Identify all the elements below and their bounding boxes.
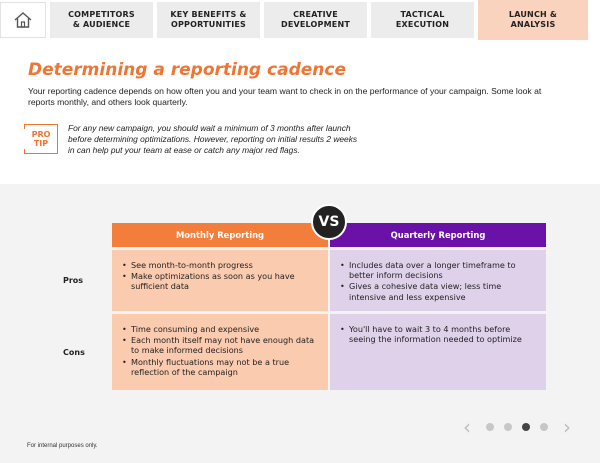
chevron-left-icon[interactable]: ‹ <box>463 415 471 439</box>
pro-tip-badge <box>24 124 58 154</box>
list-item: • Gives a cohesive data view; less time intensive and less expensive <box>340 281 536 301</box>
tab-competitors-audience[interactable] <box>50 2 153 38</box>
tab-launch-analysis[interactable] <box>478 0 588 40</box>
monthly-reporting-header: Monthly Reporting <box>112 223 328 247</box>
top-nav <box>0 0 600 42</box>
tab-label: COMPETITORS & AUDIENCE <box>68 10 135 29</box>
monthly-cons-cell <box>112 314 328 390</box>
pager-dot-2[interactable] <box>504 423 512 431</box>
tab-creative-development[interactable] <box>264 2 367 38</box>
tab-tactical-execution[interactable] <box>371 2 474 38</box>
quarterly-cons-cell <box>330 314 546 390</box>
pager-dot-4[interactable] <box>540 423 548 431</box>
tab-label: TACTICAL EXECUTION <box>395 10 450 29</box>
quarterly-pros-cell <box>330 250 546 311</box>
vs-badge: VS <box>311 204 347 240</box>
list-item: • Monthly fluctuations may not be a true reflection of the campaign <box>122 357 318 377</box>
home-icon <box>13 11 33 29</box>
cons-row-label: Cons <box>63 348 85 357</box>
tab-label: CREATIVE DEVELOPMENT <box>280 10 351 29</box>
tab-key-benefits[interactable] <box>157 2 260 38</box>
list-item: • Each month itself may not have enough data to make informed decisions <box>122 335 318 355</box>
chevron-right-icon[interactable]: › <box>563 415 571 439</box>
pager-dot-1[interactable] <box>486 423 494 431</box>
page-title: Determining a reporting cadence <box>28 60 346 80</box>
quarterly-reporting-header: Quarterly Reporting <box>330 223 546 247</box>
intro-text: Your reporting cadence depends on how often you and your team want to check in on the performance of your campaign. Some look at reports monthly, and others look quarterly. <box>28 86 542 107</box>
list-item: • Make optimizations as soon as you have sufficient data <box>122 271 318 291</box>
list-item: • See month-to-month progress <box>122 260 318 270</box>
tab-label: KEY BENEFITS & OPPORTUNITIES <box>170 10 247 29</box>
pros-row-label: Pros <box>63 276 84 285</box>
list-item: • You'll have to wait 3 to 4 months before seeing the information needed to optimize <box>340 324 536 344</box>
tab-label: LAUNCH & ANALYSIS <box>508 10 558 29</box>
pro-tip-badge-line2: TIP <box>33 139 49 148</box>
pro-tip-text: For any new campaign, you should wait a minimum of 3 months after launch before determining optimizations. However, reporting on initial results 2 weeks in can help put your team at ease or catch any major red flags. <box>68 123 358 155</box>
list-item: • Includes data over a longer timeframe to better inform decisions <box>340 260 536 280</box>
pro-tip-badge-line1: PRO <box>31 130 51 139</box>
list-item: • Time consuming and expensive <box>122 324 318 334</box>
slide-pager <box>463 415 571 439</box>
footer-note: For internal purposes only. <box>27 443 98 449</box>
home-button[interactable] <box>0 2 46 38</box>
monthly-pros-cell <box>112 250 328 311</box>
pager-dot-3[interactable] <box>522 423 530 431</box>
